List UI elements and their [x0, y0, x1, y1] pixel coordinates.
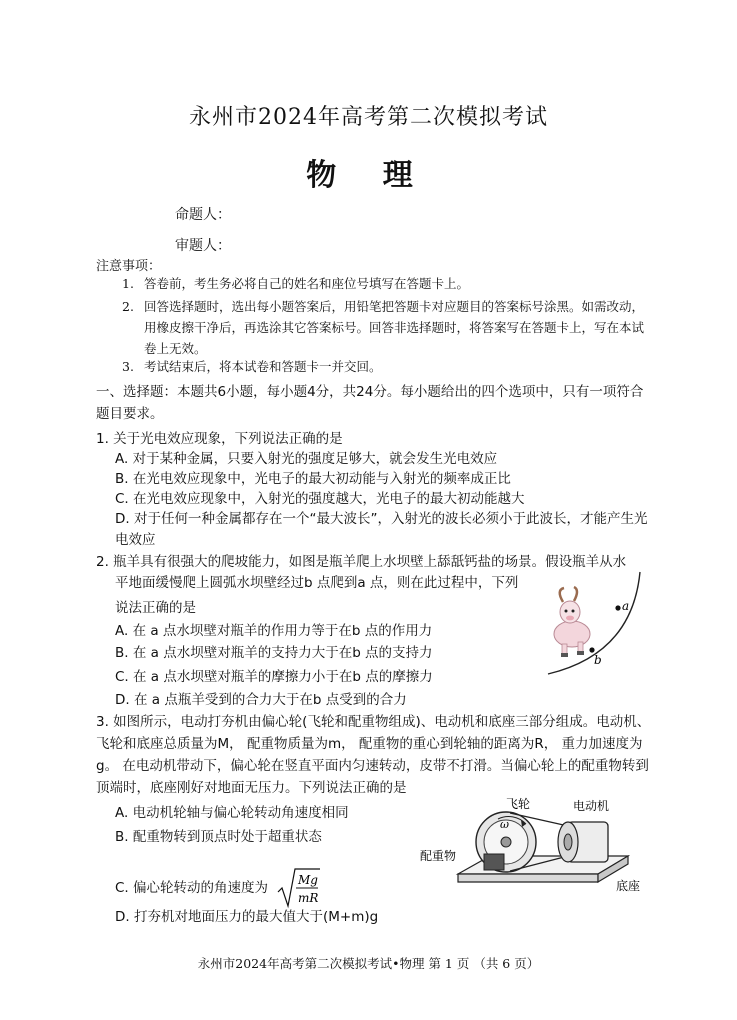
- question-1-option-a: A. 对于某种金属，只要入射光的强度足够大，就会发生光电效应: [115, 451, 498, 467]
- section-heading: 一、选择题：本题共6小题，每小题4分，共24分。每小题给出的四个选项中，只有一项符合题目要求。: [96, 384, 644, 422]
- question-3-option-b: B. 配重物转到顶点时处于超重状态: [115, 829, 322, 845]
- note-number: 3.: [122, 359, 134, 374]
- point-b-label: b: [594, 653, 602, 667]
- counterweight: [484, 854, 504, 870]
- note-item-1: [122, 273, 469, 295]
- question-2-stem-line1: 2. 瓶羊具有很强大的爬坡能力，如图是瓶羊爬上水坝壁上舔舐钙盐的场景。假设瓶羊从水: [96, 554, 627, 570]
- subject-title: 物 理: [306, 158, 431, 193]
- note-number: 1.: [122, 276, 134, 291]
- note-text: 回答选择题时，选出每小题答案后，用铅笔把答题卡对应题目的答案标号涂黑。如需改动，用橡皮擦干净后，再选涂其它答案标号。回答非选择题时，将答案写在答题卡上，写在本试卷上无效。: [144, 299, 645, 356]
- goat-image: [554, 587, 590, 657]
- page-footer: 永州市2024年高考第二次模拟考试•物理 第 1 页 （共 6 页）: [197, 956, 540, 971]
- note-item-3: [122, 356, 382, 378]
- question-1-option-d: D. 对于任何一种金属都存在一个“最大波长”，入射光的波长必须小于此波长，才能产生光电效应: [115, 511, 648, 548]
- exam-title: 永州市2024年高考第二次模拟考试: [189, 105, 548, 130]
- question-2-stem-line3: 说法正确的是: [115, 600, 196, 616]
- question-2-figure: [540, 568, 650, 678]
- option-c-text: C. 偏心轮转动的角速度为: [115, 880, 269, 896]
- point-a-label: a: [622, 599, 630, 613]
- question-3-option-c: [115, 866, 320, 910]
- angular-velocity-formula: [276, 866, 320, 910]
- formula-denominator: mR: [298, 891, 319, 905]
- counterweight-label: 配重物: [420, 849, 457, 863]
- note-number: 2.: [122, 299, 134, 314]
- question-2-stem-line2: 平地面缓慢爬上圆弧水坝壁经过b 点爬到a 点，则在此过程中，下列: [115, 575, 519, 591]
- question-3-figure: [418, 794, 648, 898]
- formula-numerator: Mg: [298, 873, 319, 887]
- question-3-option-a: A. 电动机轮轴与偏心轮转动角速度相同: [115, 805, 349, 821]
- question-2-option-a: A. 在 a 点水坝壁对瓶羊的作用力等于在b 点的作用力: [115, 623, 433, 639]
- question-1-stem: 1. 关于光电效应现象，下列说法正确的是: [96, 431, 343, 447]
- question-3-option-d: D. 打夯机对地面压力的最大值大于(M+m)g: [115, 909, 379, 925]
- question-1-option-b: B. 在光电效应现象中，光电子的最大初动能与入射光的频率成正比: [115, 471, 511, 487]
- point-b-marker: [589, 647, 594, 652]
- notes-heading: 注意事项：: [96, 259, 162, 274]
- omega-label: ω: [500, 818, 509, 831]
- question-2-option-b: B. 在 a 点水坝壁对瓶羊的支持力大于在b 点的支持力: [115, 645, 433, 661]
- question-1-option-c: C. 在光电效应现象中，入射光的强度越大，光电子的最大初动能越大: [115, 491, 525, 507]
- base-label: 底座: [616, 879, 641, 893]
- note-item-2: [122, 296, 652, 359]
- author-label: 命题人：: [175, 207, 231, 223]
- point-a-marker: [615, 605, 620, 610]
- note-text: 考试结束后，将本试卷和答题卡一并交回。: [144, 359, 382, 374]
- question-3-stem: 3. 如图所示，电动打夯机由偏心轮(飞轮和配重物组成)、电动机和底座三部分组成。电动机、飞轮和底座总质量为M， 配重物质量为m， 配重物的重心到轮轴的距离为R， 重力加速度为g。 在电动机带动下，偏心轮在竖直平面内匀速转动，皮带不打滑。当偏心轮上的配重物转到顶端时，底座刚好对地面无压力。下列说法正确的是: [96, 714, 651, 796]
- motor-label: 电动机: [573, 799, 610, 813]
- reviewer-label: 审题人：: [175, 238, 231, 254]
- question-2-option-c: C. 在 a 点水坝壁对瓶羊的摩擦力小于在b 点的摩擦力: [115, 669, 433, 685]
- note-text: 答卷前，考生务必将自己的姓名和座位号填写在答题卡上。: [144, 276, 470, 291]
- flywheel-label: 飞轮: [506, 797, 531, 811]
- sqrt-sign: [276, 866, 320, 910]
- question-2-option-d: D. 在 a 点瓶羊受到的合力大于在b 点受到的合力: [115, 692, 407, 708]
